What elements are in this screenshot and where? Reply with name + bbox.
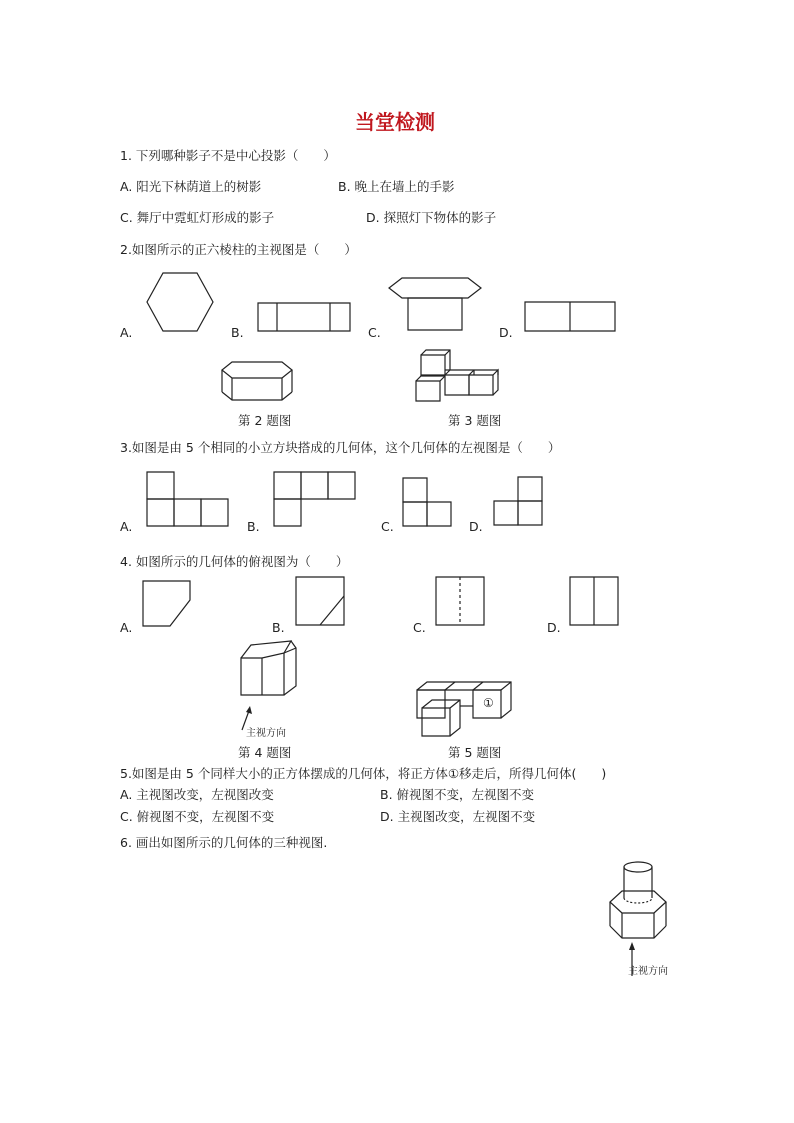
- q5-option-c: C. 俯视图不变，左视图不变: [120, 809, 275, 824]
- q6-stem: 6. 画出如图所示的几何体的三种视图.: [120, 835, 328, 850]
- q4-label-b: B.: [272, 620, 285, 635]
- q4-option-a-view: [142, 580, 192, 628]
- q3-option-d-view: [493, 476, 545, 526]
- q3-label-c: C.: [381, 519, 394, 534]
- q2-label-a: A.: [120, 325, 133, 340]
- q3-caption: 第 3 题图: [448, 413, 502, 428]
- q6-direction-label: 主视方向: [628, 966, 668, 977]
- q4-option-d-view: [569, 576, 620, 627]
- q5-option-d: D. 主视图改变，左视图不变: [380, 809, 536, 824]
- q3-option-b-view: [273, 471, 357, 527]
- q2-stem: 2.如图所示的正六棱柱的主视图是（ ）: [120, 242, 357, 257]
- q2-label-c: C.: [368, 325, 381, 340]
- q4-option-b-view: [295, 576, 346, 627]
- q3-stem: 3.如图是由 5 个相同的小立方块搭成的几何体，这个几何体的左视图是（ ）: [120, 440, 561, 455]
- q4-option-c-view: [435, 576, 486, 627]
- q4-figure-solid: [236, 638, 300, 734]
- q2-option-a-hexagon: [146, 271, 214, 333]
- q5-cube-mark: ①: [483, 696, 494, 710]
- q5-stem: 5.如图是由 5 个同样大小的正方体摆成的几何体，将正方体①移走后，所得几何体( ): [120, 766, 607, 781]
- q5-caption: 第 5 题图: [448, 745, 502, 760]
- q3-option-a-view: [146, 471, 230, 527]
- q4-label-c: C.: [413, 620, 426, 635]
- q5-option-b: B. 俯视图不变，左视图不变: [380, 787, 535, 802]
- q3-label-a: A.: [120, 519, 133, 534]
- q4-caption: 第 4 题图: [238, 745, 292, 760]
- q1-option-c: C. 舞厅中霓虹灯形成的影子: [120, 210, 275, 225]
- q3-figure-cubes: [413, 348, 503, 404]
- q2-figure-hexagonal-prism: [220, 360, 294, 402]
- q1-stem: 1. 下列哪种影子不是中心投影（ ）: [120, 148, 336, 163]
- q1-option-d: D. 探照灯下物体的影子: [366, 210, 497, 225]
- q3-label-d: D.: [469, 519, 483, 534]
- q1-option-a: A. 阳光下林荫道上的树影: [120, 179, 262, 194]
- q5-figure-cubes: [414, 680, 518, 740]
- q6-figure-cylinder-on-hexagonal-prism: [608, 858, 672, 978]
- q5-option-a: A. 主视图改变，左视图改变: [120, 787, 274, 802]
- q2-label-d: D.: [499, 325, 513, 340]
- q4-stem: 4. 如图所示的几何体的俯视图为（ ）: [120, 554, 349, 569]
- q2-caption: 第 2 题图: [238, 413, 292, 428]
- q3-label-b: B.: [247, 519, 260, 534]
- q4-direction-label: 主视方向: [246, 728, 286, 739]
- page-title: 当堂检测: [355, 110, 435, 134]
- q2-option-b-view: [257, 302, 351, 332]
- q1-option-b: B. 晚上在墙上的手影: [338, 179, 455, 194]
- q4-label-a: A.: [120, 620, 133, 635]
- q3-option-c-view: [402, 477, 454, 527]
- q2-option-d-view: [524, 301, 616, 332]
- q4-label-d: D.: [547, 620, 561, 635]
- q2-option-c-view: [388, 276, 482, 332]
- q2-label-b: B.: [231, 325, 244, 340]
